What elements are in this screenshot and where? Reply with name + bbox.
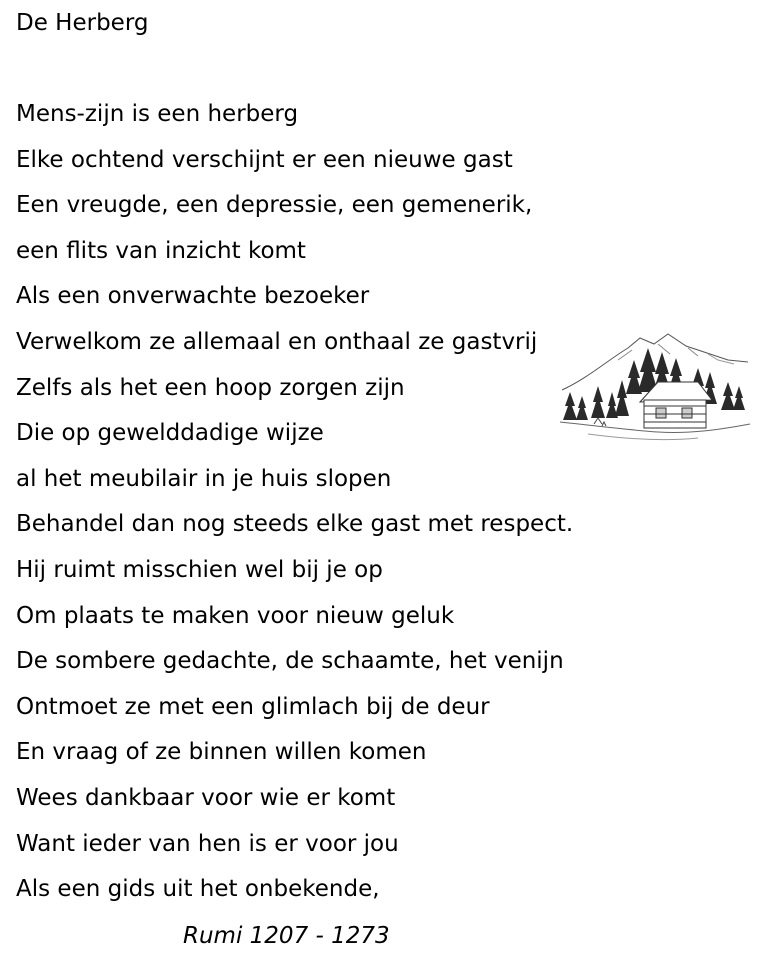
poem-line: Ontmoet ze met een glimlach bij de deur [16,693,490,720]
poem-line: Als een onverwachte bezoeker [16,283,370,310]
poem-author: Rumi 1207 - 1273 [183,923,390,949]
poem-line: Elke ochtend verschijnt er een nieuwe gast [16,146,513,173]
poem-title: De Herberg [16,10,149,36]
poem-line: De sombere gedachte, de schaamte, het venijn [16,648,564,675]
poem-line: een flits van inzicht komt [16,237,306,264]
poem-line: Een vreugde, een depressie, een gemenerik, [16,192,533,219]
poem-line: Verwelkom ze allemaal en onthaal ze gastvrij [16,328,538,355]
poem-line: Als een gids uit het onbekende, [16,876,380,903]
poem-line: Hij ruimt misschien wel bij je op [16,556,383,583]
poem-line: Zelfs als het een hoop zorgen zijn [16,374,405,401]
cabin-illustration [558,330,752,446]
poem-line: al het meubilair in je huis slopen [16,465,392,492]
poem-line: Behandel dan nog steeds elke gast met respect. [16,511,574,538]
poem-line: Die op gewelddadige wijze [16,420,324,447]
poem-line: Wees dankbaar voor wie er komt [16,784,396,811]
poem-body [16,98,573,919]
poem-line: Want ieder van hen is er voor jou [16,830,399,857]
poem-line: Mens-zijn is een herberg [16,101,299,127]
poem-line: Om plaats te maken voor nieuw geluk [16,602,455,629]
poem-line: En vraag of ze binnen willen komen [16,739,427,766]
